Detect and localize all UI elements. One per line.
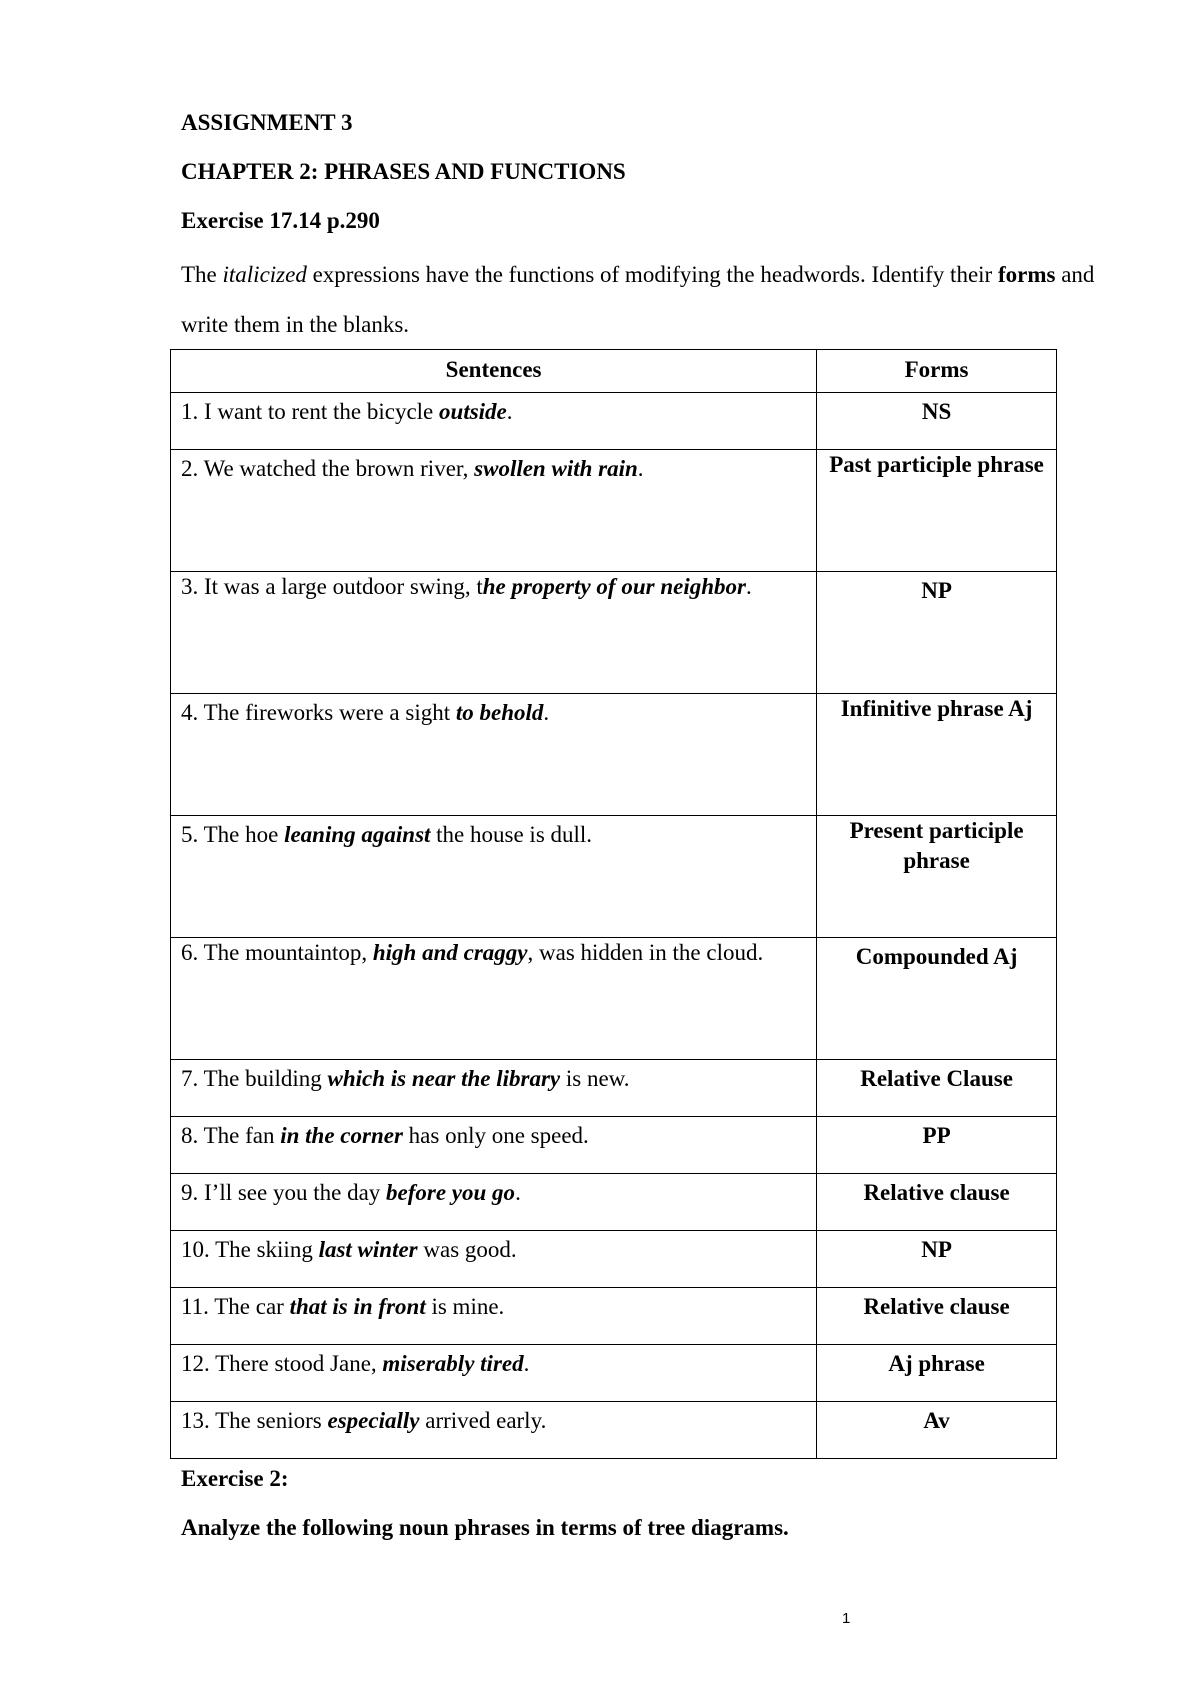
modifier-text: last winter <box>318 1237 418 1262</box>
table-row <box>171 938 1057 1060</box>
sentence-text: 8. The fan <box>181 1123 281 1148</box>
sentence-cell <box>171 1174 817 1231</box>
sentence-cell <box>171 1345 817 1402</box>
sentence-text: 10. The skiing <box>181 1237 319 1262</box>
sentence-cell <box>171 694 817 816</box>
sentence-cell <box>171 1231 817 1288</box>
header-sentences: Sentences <box>171 350 817 393</box>
instructions-paragraph <box>181 250 1121 350</box>
modifier-text: to behold <box>455 700 544 725</box>
assignment-title: ASSIGNMENT 3 <box>181 110 353 135</box>
form-cell: NS <box>817 393 1057 450</box>
exercise1-title: Exercise 17.14 p.290 <box>181 208 380 233</box>
table-row <box>171 450 1057 572</box>
sentence-cell <box>171 1060 817 1117</box>
modifier-text: swollen with rain <box>474 456 638 481</box>
table-row <box>171 1174 1057 1231</box>
forms-table <box>170 349 1057 1459</box>
instructions-italic-word: italicized <box>222 262 307 287</box>
modifier-text: before you go <box>386 1180 516 1205</box>
sentence-text: was good. <box>417 1237 517 1262</box>
table-row <box>171 572 1057 694</box>
form-cell: Past participle phrase <box>817 450 1057 572</box>
table-header-row <box>171 350 1057 393</box>
sentence-text: . <box>637 456 644 481</box>
sentence-text: has only one speed. <box>402 1123 589 1148</box>
form-cell: Infinitive phrase Aj <box>817 694 1057 816</box>
sentence-text: arrived early. <box>419 1408 547 1433</box>
table-row <box>171 393 1057 450</box>
page-number: 1 <box>842 1610 851 1627</box>
sentence-text: 11. The car <box>181 1294 290 1319</box>
exercise2-title: Exercise 2: <box>181 1466 289 1491</box>
sentence-text: 1. I want to rent the bicycle <box>181 399 440 424</box>
sentence-cell <box>171 450 817 572</box>
modifier-text: leaning against <box>284 822 431 847</box>
modifier-text: high and craggy <box>372 940 528 965</box>
form-cell: Present participle phrase <box>817 816 1057 938</box>
form-cell: Relative clause <box>817 1174 1057 1231</box>
instructions-part1: The <box>181 262 223 287</box>
modifier-text: that is in front <box>289 1294 426 1319</box>
sentence-cell <box>171 393 817 450</box>
sentence-text: . <box>523 1351 530 1376</box>
table-row <box>171 694 1057 816</box>
modifier-text: especially <box>327 1408 420 1433</box>
sentence-text: . <box>745 574 752 599</box>
table-row <box>171 1402 1057 1459</box>
sentence-text: , was hidden in the cloud. <box>527 940 764 965</box>
sentence-cell <box>171 1117 817 1174</box>
chapter-title: CHAPTER 2: PHRASES AND FUNCTIONS <box>181 159 626 184</box>
table-row <box>171 1231 1057 1288</box>
form-cell: Relative clause <box>817 1288 1057 1345</box>
instructions-part2: expressions have the functions of modifying the headwords. Identify their <box>306 262 998 287</box>
header-forms: Forms <box>817 350 1057 393</box>
sentence-text: . <box>543 700 550 725</box>
sentence-text: 2. We watched the brown river, <box>181 456 475 481</box>
form-cell: Aj phrase <box>817 1345 1057 1402</box>
sentence-text: 7. The building <box>181 1066 328 1091</box>
table-row <box>171 1288 1057 1345</box>
form-cell: PP <box>817 1117 1057 1174</box>
modifier-text: he property of our neighbor <box>482 574 746 599</box>
sentence-text: 5. The hoe <box>181 822 285 847</box>
sentence-text: the house is dull. <box>430 822 593 847</box>
instructions-part3: and write them in the blanks. <box>181 262 1101 337</box>
sentence-text: 9. I’ll see you the day <box>181 1180 387 1205</box>
form-cell: Compounded Aj <box>817 938 1057 1060</box>
sentence-cell <box>171 572 817 694</box>
sentence-text: is mine. <box>425 1294 505 1319</box>
modifier-text: which is near the library <box>327 1066 561 1091</box>
exercise2-instruction: Analyze the following noun phrases in terms of tree diagrams. <box>181 1515 789 1540</box>
sentence-text: . <box>515 1180 521 1205</box>
sentence-cell <box>171 1402 817 1459</box>
sentence-cell <box>171 816 817 938</box>
form-cell: Av <box>817 1402 1057 1459</box>
sentence-text: 4. The fireworks were a sight <box>181 700 456 725</box>
modifier-text: miserably tired <box>382 1351 524 1376</box>
modifier-text: in the corner <box>280 1123 403 1148</box>
sentence-text: 12. There stood Jane, <box>181 1351 383 1376</box>
table-row <box>171 1117 1057 1174</box>
sentence-cell <box>171 1288 817 1345</box>
sentence-cell <box>171 938 817 1060</box>
instructions-bold-word: forms <box>997 262 1056 287</box>
table-row <box>171 816 1057 938</box>
table-row <box>171 1060 1057 1117</box>
form-cell: Relative Clause <box>817 1060 1057 1117</box>
sentence-text: 6. The mountaintop, <box>181 940 373 965</box>
form-cell: NP <box>817 1231 1057 1288</box>
sentence-text: 13. The seniors <box>181 1408 328 1433</box>
form-cell: NP <box>817 572 1057 694</box>
modifier-text: outside <box>439 399 507 424</box>
sentence-text: is new. <box>560 1066 630 1091</box>
sentence-text: . <box>506 399 513 424</box>
sentence-text: 3. It was a large outdoor swing, t <box>181 574 483 599</box>
table-row <box>171 1345 1057 1402</box>
